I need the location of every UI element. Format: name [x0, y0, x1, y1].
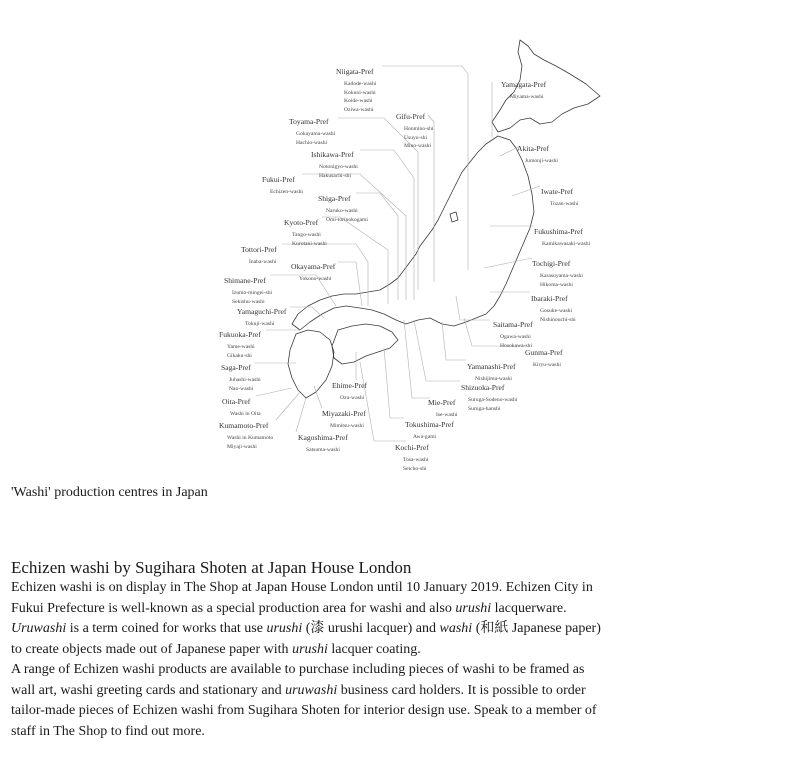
pref-name: Shizuoka-Pref [461, 383, 505, 392]
washi-name: Naruko-washi [326, 208, 358, 214]
label-niigata [336, 62, 376, 114]
label-saga [221, 358, 261, 393]
washi-name: Gosuke-washi [540, 308, 573, 314]
washi-name: Jumonji-washi [525, 158, 558, 164]
washi-name: Tango-washi [292, 232, 321, 238]
pref-name: Mie-Pref [428, 398, 456, 407]
label-miyazaki [322, 404, 366, 431]
label-iwate [541, 182, 579, 209]
washi-name: Ise-washi [436, 412, 458, 418]
label-fukuoka [219, 325, 261, 360]
article [11, 558, 611, 742]
text-run: (漆 urushi lacquer) and [302, 621, 440, 636]
washi-name: Inaba-washi [249, 259, 277, 265]
washi-name: Usuyu-shi [404, 134, 427, 141]
label-okayama [291, 257, 335, 284]
text-run: (和紙 Japanese paper) to create objects made out of Japanese paper with [11, 621, 601, 657]
italic-term: urushi [266, 621, 303, 636]
washi-name: Miyaji-washi [227, 443, 257, 450]
article-paragraph [11, 660, 611, 742]
italic-term: urushi [455, 600, 492, 616]
washi-name: Mino-washi [404, 143, 432, 150]
washi-name: Kokuni-washi [344, 89, 376, 96]
label-tochigi [532, 254, 583, 289]
map-caption: 'Washi' production centres in Japan [11, 485, 208, 500]
washi-name: Hachio-washi [296, 139, 328, 146]
washi-name: Juhashi-washi [229, 377, 261, 383]
text-run: Echizen washi is on display in The Shop at Japan House London until 10 January 2019. Echizen City in Fukui Prefecture is well-known as a special production area for washi and also [11, 580, 593, 616]
washi-name: Notonigyo-washi [319, 164, 358, 170]
pref-name: Yamaguchi-Pref [237, 307, 287, 316]
label-yamagata [501, 75, 546, 102]
label-ishikawa [311, 145, 358, 180]
pref-name: Miyazaki-Pref [322, 409, 366, 418]
pref-name: Tokushima-Pref [405, 420, 454, 429]
washi-name: Tozan-washi [550, 201, 579, 207]
pref-name: Saitama-Pref [493, 320, 533, 329]
washi-name: Washi in Kumamoto [227, 435, 274, 441]
washi-name: Seicho-shi [403, 465, 427, 472]
washi-name: Honmino-shi [404, 126, 434, 132]
pref-name: Fukuoka-Pref [219, 330, 261, 339]
pref-name: Gunma-Pref [525, 348, 563, 357]
label-kagoshima [298, 428, 348, 455]
pref-name: Shimane-Pref [224, 276, 266, 285]
pref-name: Shiga-Pref [318, 194, 351, 203]
pref-name: Gifu-Pref [396, 112, 426, 121]
pref-name: Fukui-Pref [262, 175, 295, 184]
label-oita [222, 392, 261, 419]
washi-name: Kurotani-washi [292, 240, 327, 247]
washi-name: Nishijima-washi [475, 376, 512, 382]
washi-name: Mimitsu-washi [330, 423, 364, 429]
washi-name: Suruga-hanshi [468, 405, 501, 412]
washi-name: Koide-washi [344, 98, 373, 105]
pref-name: Tochigi-Pref [532, 259, 571, 268]
label-kyoto [284, 213, 327, 248]
washi-name: Sekishu-washi [232, 298, 265, 305]
label-ehime [332, 376, 367, 403]
washi-name: Tosa-washi [403, 457, 429, 463]
washi-name: Gokayama-washi [296, 131, 336, 137]
text-run: lacquer coating. [327, 641, 421, 657]
pref-name: Saga-Pref [221, 363, 251, 372]
pref-name: Kagoshima-Pref [298, 433, 348, 442]
washi-name: Gikaku-shi [227, 352, 252, 359]
label-toyama [289, 112, 335, 147]
label-fukui [262, 170, 303, 197]
label-fukushima [534, 222, 590, 249]
pref-name: Tottori-Pref [241, 245, 277, 254]
washi-name: Ogawa-washi [500, 334, 531, 340]
label-gifu [396, 107, 434, 151]
label-tottori [241, 240, 277, 267]
label-akita [517, 139, 558, 166]
kyushu-outline [288, 330, 334, 398]
italic-term: uruwashi [285, 682, 338, 698]
pref-name: Kochi-Pref [395, 443, 429, 452]
label-kumamoto [219, 416, 273, 451]
washi-name: Hikoma-washi [540, 281, 573, 288]
washi-name: Hosokawa-shi [500, 342, 533, 349]
washi-name: Kiryu-washi [533, 362, 561, 368]
washi-name: Nao-washi [229, 385, 254, 392]
pref-name: Iwate-Pref [541, 187, 574, 196]
washi-name: Washi in Oita [230, 411, 261, 417]
italic-term: washi [439, 621, 473, 636]
text-run: A range of Echizen washi products are available to purchase including pieces of washi to be framed as wall art, washi greeting cards and stationary and [11, 662, 585, 698]
washi-name: Oziwa-washi [344, 106, 374, 113]
washi-name: Kamikawasaki-washi [542, 241, 591, 247]
pref-name: Okayama-Pref [291, 262, 336, 271]
pref-name: Ishikawa-Pref [311, 150, 354, 159]
pref-name: Akita-Pref [517, 144, 550, 153]
italic-term: urushi [292, 641, 328, 657]
article-paragraph [11, 578, 611, 660]
label-gunma [525, 343, 563, 370]
washi-name: Tokuji-washi [245, 321, 275, 327]
article-heading: Echizen washi by Sugihara Shoten at Japan House London [11, 558, 412, 577]
washi-name: Miyama-washi [510, 94, 544, 100]
washi-name: Ozu-washi [340, 395, 365, 401]
pref-name: Oita-Pref [222, 397, 251, 406]
italic-term: Uruwashi [11, 621, 67, 636]
pref-name: Ehime-Pref [332, 381, 368, 390]
text-run: is a term coined for works that use [66, 621, 267, 636]
washi-name: Yame-washi [227, 344, 255, 350]
washi-name: Suruga-Sodeno-washi [468, 397, 518, 403]
pref-name: Fukushima-Pref [534, 227, 583, 236]
washi-name: Izumo-mingei-shi [232, 290, 273, 296]
washi-name: Nishinouchi-shi [540, 316, 576, 323]
washi-name: Echizen-washi [270, 189, 303, 195]
pref-name: Niigata-Pref [336, 67, 374, 76]
washi-name: Kadode-washi [344, 81, 377, 87]
sado-outline [450, 212, 458, 222]
pref-name: Yamagata-Pref [501, 80, 547, 89]
label-ibaraki [531, 289, 576, 324]
label-kochi [395, 438, 429, 473]
pref-name: Kyoto-Pref [284, 218, 319, 227]
washi-name: Satsuma-washi [306, 447, 340, 453]
washi-name: Karasuyama-washi [540, 273, 583, 279]
label-shimane [224, 271, 272, 306]
pref-name: Yamanashi-Pref [467, 362, 516, 371]
washi-name: Omi-torinokogami [326, 216, 368, 223]
shikoku-outline [332, 324, 398, 364]
pref-name: Toyama-Pref [289, 117, 329, 126]
pref-name: Kumamoto-Pref [219, 421, 269, 430]
text-run: business card holders. It is possible to order tailor-made pieces of Echizen washi from Sugihara Shoten for interior design use. Speak to a member of staff in The Shop to find out more. [11, 682, 597, 739]
label-shizuoka [461, 378, 517, 413]
washi-name: Yokono-washi [299, 276, 332, 282]
text-run: lacquerware. [491, 600, 567, 616]
washi-name: Awa-gami [413, 434, 437, 440]
pref-name: Ibaraki-Pref [531, 294, 568, 303]
washi-name: Hakusachi-shi [319, 172, 352, 179]
